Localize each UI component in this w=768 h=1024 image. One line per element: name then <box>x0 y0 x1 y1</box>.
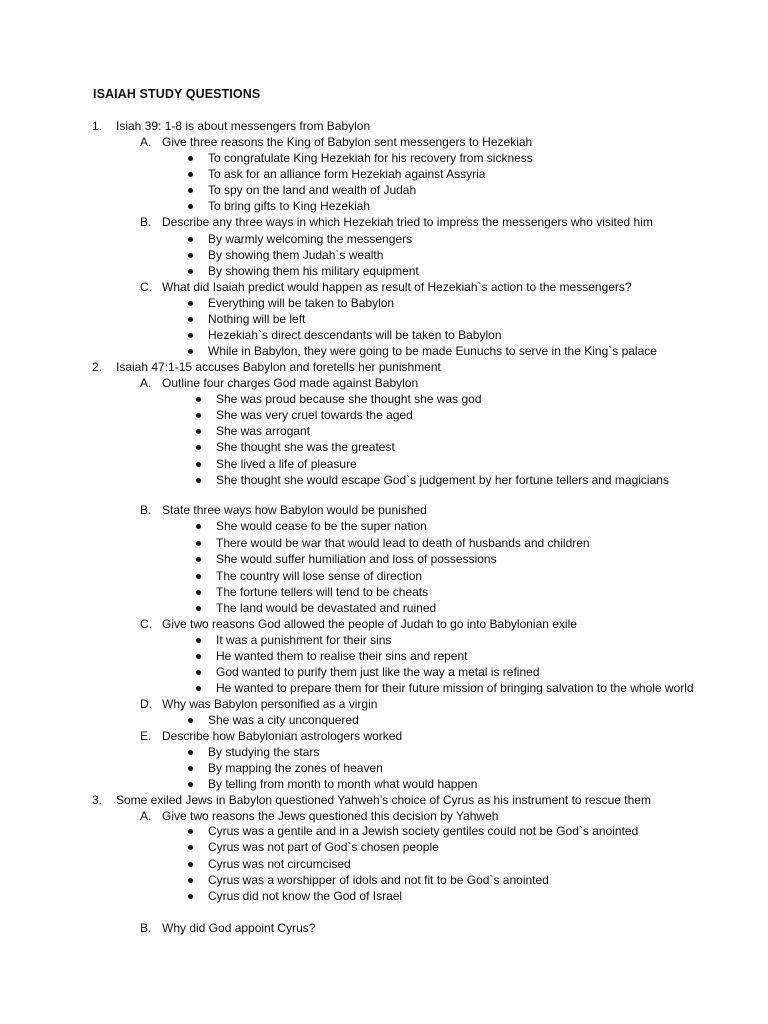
bullet-text: Cyrus did not know the God of Israel <box>208 889 403 903</box>
subquestion-letter: C. <box>140 617 152 631</box>
bullet-icon <box>196 397 201 402</box>
bullet-icon <box>196 413 201 418</box>
bullet-text: She was very cruel towards the aged <box>216 408 413 422</box>
bullet-text: Hezekiah`s direct descendants will be taken to Babylon <box>208 328 502 342</box>
bullet-text: Everything will be taken to Babylon <box>208 296 395 310</box>
bullet-icon <box>196 590 201 595</box>
bullet-text: To ask for an alliance form Hezekiah against Assyria <box>208 167 486 181</box>
bullet-icon <box>188 845 193 850</box>
bullet-icon <box>188 317 193 322</box>
bullet-icon <box>196 606 201 611</box>
subquestion-letter: D. <box>140 697 152 711</box>
bullet-text: Cyrus was a worshipper of idols and not fit to be God`s anointed <box>208 873 549 887</box>
bullet-text: The land would be devastated and ruined <box>216 601 437 615</box>
bullet-text: She was proud because she thought she was god <box>216 392 482 406</box>
bullet-icon <box>196 524 201 529</box>
subquestion-letter: A. <box>140 809 152 823</box>
bullet-text: Cyrus was not part of God`s chosen people <box>208 840 439 854</box>
bullet-text: She was a city unconquered <box>208 713 359 727</box>
bullet-text: The fortune tellers will tend to be cheats <box>216 585 429 599</box>
bullet-icon <box>188 829 193 834</box>
bullet-text: God wanted to purify them just like the way a metal is refined <box>216 665 540 679</box>
bullet-icon <box>188 894 193 899</box>
bullet-icon <box>188 718 193 723</box>
bullet-icon <box>188 156 193 161</box>
bullet-icon <box>196 462 201 467</box>
subquestion-letter: A. <box>140 376 152 390</box>
question-text: Isaiah 47:1-15 accuses Babylon and foretells her punishment <box>116 360 441 374</box>
question-number: 1. <box>92 119 103 133</box>
subquestion-letter: A. <box>140 135 152 149</box>
bullet-icon <box>188 782 193 787</box>
bullet-text: He wanted them to realise their sins and repent <box>216 649 468 663</box>
bullet-text: The country will lose sense of direction <box>216 569 423 583</box>
question-number: 3. <box>92 793 103 807</box>
bullet-text: By telling from month to month what would happen <box>208 777 478 791</box>
bullet-text: Cyrus was a gentile and in a Jewish society gentiles could not be God`s anointed <box>208 824 639 838</box>
bullet-icon <box>196 670 201 675</box>
bullet-icon <box>196 541 201 546</box>
bullet-icon <box>196 654 201 659</box>
bullet-icon <box>188 878 193 883</box>
document-title: ISAIAH STUDY QUESTIONS <box>93 87 261 101</box>
bullet-icon <box>188 253 193 258</box>
bullet-text: She lived a life of pleasure <box>216 457 357 471</box>
bullet-icon <box>188 349 193 354</box>
bullet-text: It was a punishment for their sins <box>216 633 392 647</box>
bullet-text: By studying the stars <box>208 745 320 759</box>
subquestion-text: Describe any three ways in which Hezekiah tried to impress the messengers who visited him <box>162 215 653 229</box>
bullet-icon <box>196 478 201 483</box>
bullet-icon <box>196 574 201 579</box>
bullet-text: He wanted to prepare them for their future mission of bringing salvation to the whole world <box>216 681 694 695</box>
bullet-icon <box>196 445 201 450</box>
bullet-text: She would suffer humiliation and loss of possessions <box>216 552 497 566</box>
subquestion-letter: C. <box>140 280 152 294</box>
subquestion-text: Why did God appoint Cyrus? <box>162 921 316 935</box>
bullet-icon <box>196 686 201 691</box>
bullet-icon <box>188 269 193 274</box>
subquestion-text: What did Isaiah predict would happen as result of Hezekiah`s action to the messengers? <box>162 280 632 294</box>
bullet-text: Nothing will be left <box>208 312 306 326</box>
bullet-icon <box>188 750 193 755</box>
bullet-icon <box>188 766 193 771</box>
bullet-text: To spy on the land and wealth of Judah <box>208 183 417 197</box>
bullet-icon <box>196 429 201 434</box>
bullet-text: While in Babylon, they were going to be made Eunuchs to serve in the King`s palace <box>208 344 657 358</box>
subquestion-letter: B. <box>140 215 152 229</box>
subquestion-text: Give two reasons the Jews questioned this decision by Yahweh <box>162 809 499 823</box>
bullet-text: By warmly welcoming the messengers <box>208 232 413 246</box>
subquestion-text: Give two reasons God allowed the people of Judah to go into Babylonian exile <box>162 617 577 631</box>
bullet-text: By showing them Judah`s wealth <box>208 248 384 262</box>
bullet-text: By mapping the zones of heaven <box>208 761 383 775</box>
subquestion-letter: E. <box>140 729 152 743</box>
subquestion-text: Give three reasons the King of Babylon sent messengers to Hezekiah <box>162 135 533 149</box>
bullet-text: By showing them his military equipment <box>208 264 419 278</box>
bullet-icon <box>188 301 193 306</box>
subquestion-text: State three ways how Babylon would be punished <box>162 503 427 517</box>
bullet-text: She thought she was the greatest <box>216 440 395 454</box>
bullet-icon <box>188 204 193 209</box>
bullet-text: There would be war that would lead to death of husbands and children <box>216 536 590 550</box>
bullet-text: Cyrus was not circumcised <box>208 857 351 871</box>
bullet-text: She thought she would escape God`s judgement by her fortune tellers and magicians <box>216 473 669 487</box>
bullet-icon <box>188 172 193 177</box>
bullet-icon <box>188 862 193 867</box>
subquestion-text: Why was Babylon personified as a virgin <box>162 697 378 711</box>
bullet-icon <box>196 638 201 643</box>
bullet-text: She was arrogant <box>216 424 311 438</box>
question-text: Some exiled Jews in Babylon questioned Yahweh’s choice of Cyrus as his instrument to rescue them <box>116 793 651 807</box>
bullet-icon <box>188 333 193 338</box>
bullet-text: To bring gifts to King Hezekiah <box>208 199 371 213</box>
bullet-icon <box>188 188 193 193</box>
subquestion-text: Outline four charges God made against Babylon <box>162 376 419 390</box>
bullet-icon <box>196 557 201 562</box>
subquestion-letter: B. <box>140 503 152 517</box>
bullet-text: She would cease to be the super nation <box>216 519 427 533</box>
subquestion-text: Describe how Babylonian astrologers worked <box>162 729 403 743</box>
bullet-text: To congratulate King Hezekiah for his recovery from sickness <box>208 151 533 165</box>
bullet-icon <box>188 237 193 242</box>
subquestion-letter: B. <box>140 921 152 935</box>
question-text: Isiah 39: 1-8 is about messengers from Babylon <box>116 119 371 133</box>
question-number: 2. <box>92 360 103 374</box>
